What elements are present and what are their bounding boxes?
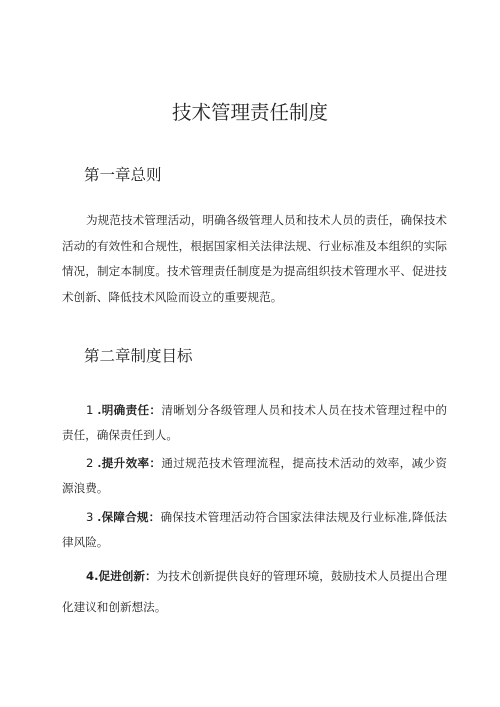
goal-item-2 (62, 451, 447, 501)
goal-item-1 (62, 398, 447, 448)
goal-item-4 (62, 561, 447, 623)
goal-number: 1 (86, 403, 94, 417)
document-title: 技术管理责任制度 (171, 101, 328, 124)
goal-text: 通过规范技术管理流程，提高技术活动的效率，减少资源浪费。 (62, 456, 447, 495)
chapter-2-heading: 第二章制度目标 (84, 347, 193, 365)
goal-term: .提升效率： (97, 456, 162, 470)
goal-text: 为技术创新提供良好的管理环境，鼓励技术人员提出合理化建议和创新想法。 (62, 569, 447, 614)
goal-number: 4. (86, 569, 99, 583)
goal-term: .明确责任： (97, 403, 162, 417)
goal-term: .保障合规： (97, 510, 161, 524)
goal-term: 促进创新： (98, 569, 157, 583)
goal-text: 确保技术管理活动符合国家法律法规及行业标准,降低法律风险。 (62, 510, 448, 549)
goal-number: 3 (86, 510, 94, 524)
chapter-1-heading: 第一章总则 (84, 166, 162, 184)
chapter-1-paragraph: 为规范技术管理活动，明确各级管理人员和技术人员的责任，确保技术活动的有效性和合规性，根据国家相关法律法规、行业标准及本组织的实际情况，制定本制度。技术管理责任制度是为提高组织技术管理水平、促进技术创新、降低技术风险而设立的重要规范。 (62, 213, 447, 304)
goal-item-3 (62, 505, 447, 555)
goal-text: 清晰划分各级管理人员和技术人员在技术管理过程中的责任，确保责任到人。 (62, 403, 447, 442)
goal-number: 2 (86, 456, 94, 470)
